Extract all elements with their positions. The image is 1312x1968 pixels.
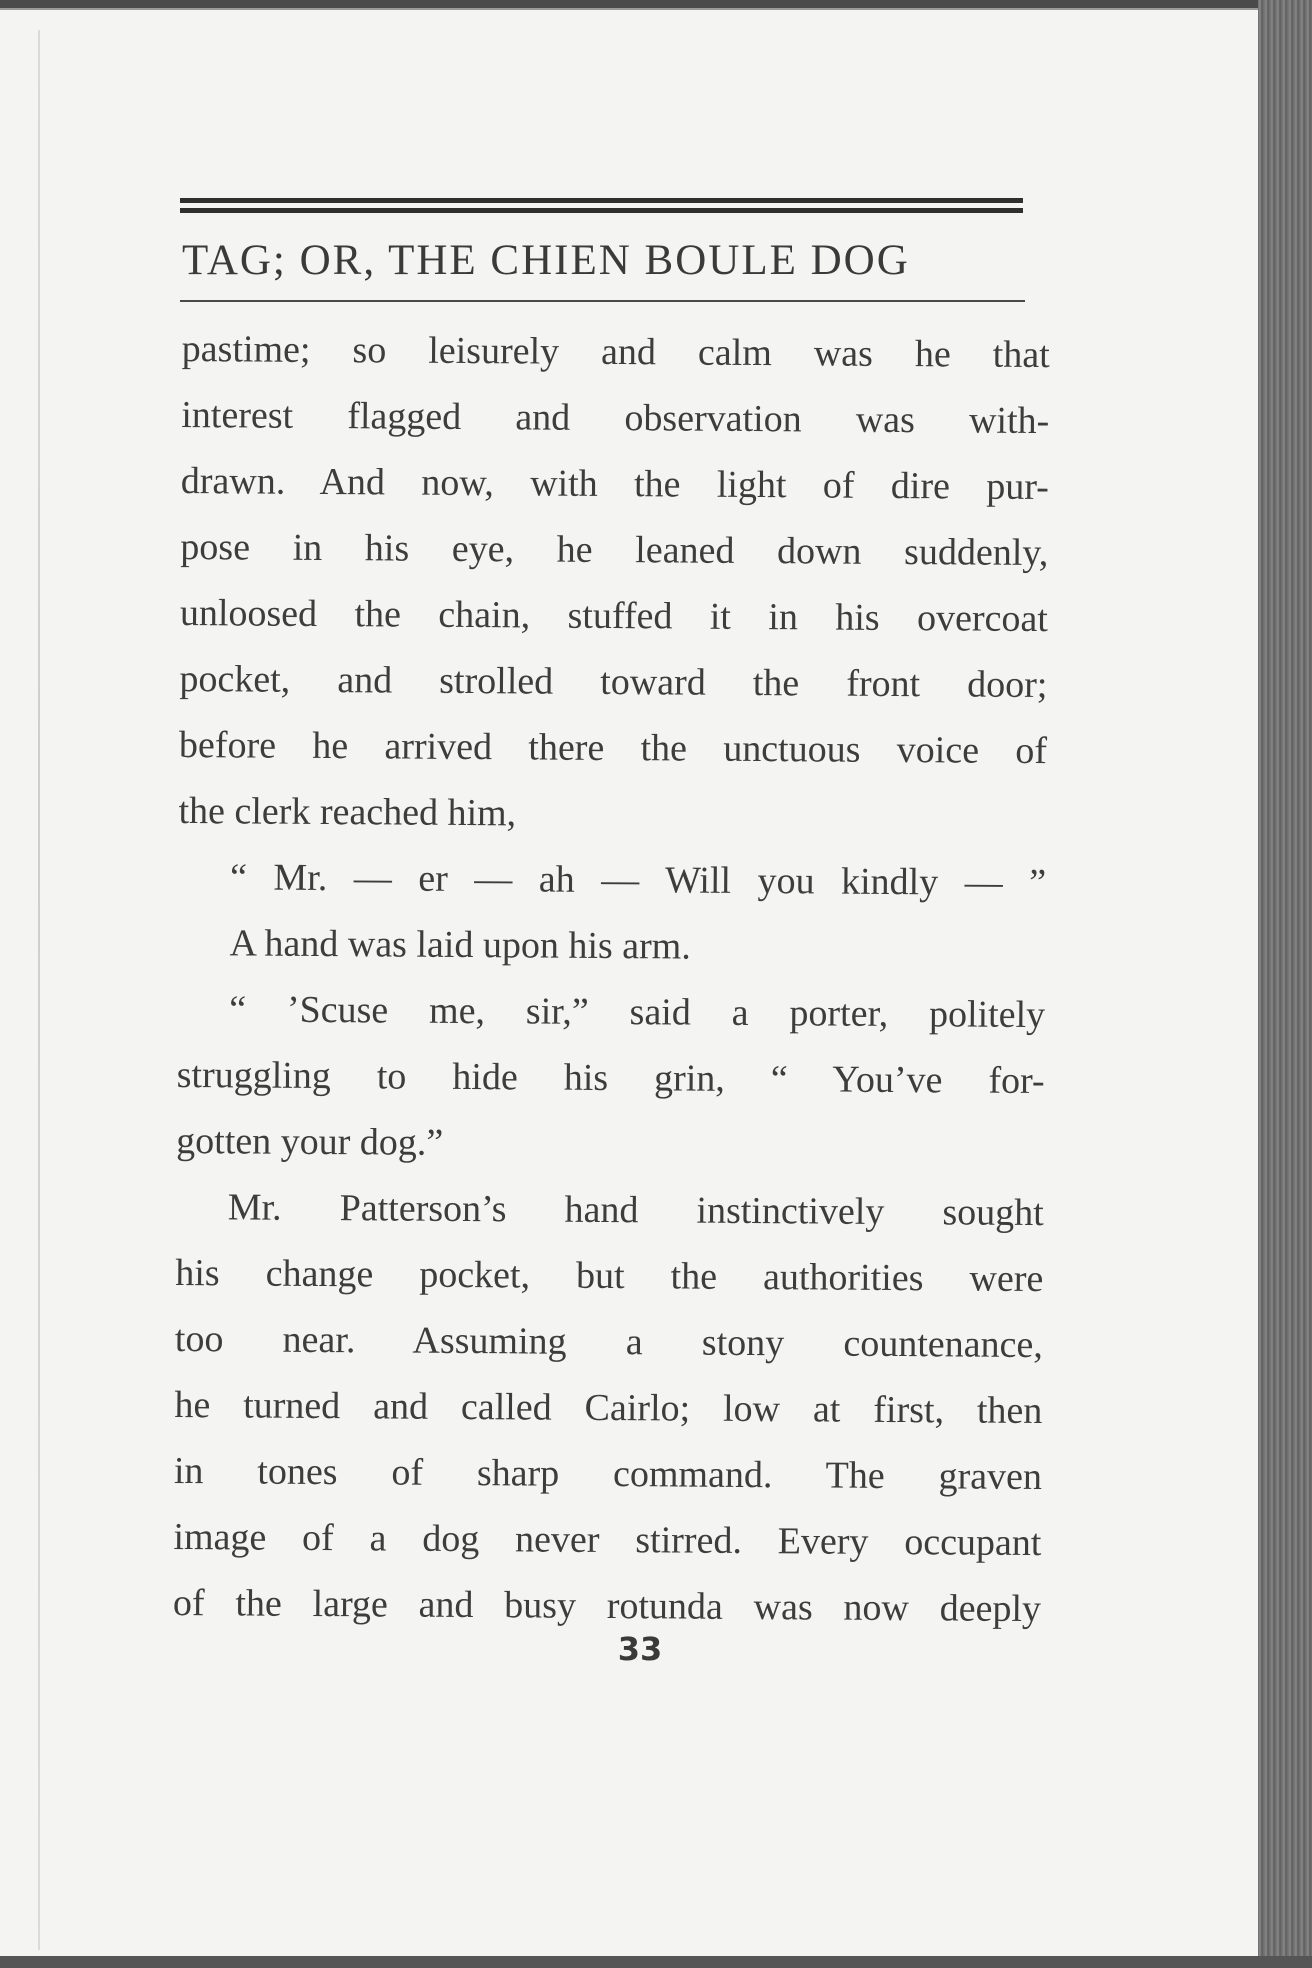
page-sheet xyxy=(0,8,1258,1958)
header-rule-top xyxy=(180,198,1023,203)
header-double-rule xyxy=(180,198,1023,218)
text-line: in tones of sharp command. The graven xyxy=(173,1449,1043,1499)
header-rule-bottom xyxy=(180,208,1023,213)
text-line: image of a dog never stirred. Every occupant xyxy=(173,1515,1042,1565)
text-line: his change pocket, but the authorities were xyxy=(175,1251,1044,1301)
text-line: he turned and called Cairlo; low at first, then xyxy=(174,1383,1043,1433)
text-line: “ Mr. — er — ah — Will you kindly — ” xyxy=(229,856,1047,905)
text-line: unloosed the chain, stuffed it in his overcoat xyxy=(179,591,1049,641)
running-head-underline xyxy=(180,300,1025,302)
gutter-shadow xyxy=(38,30,40,1950)
text-line: A hand was laid upon his arm. xyxy=(229,922,691,968)
text-line: pocket, and strolled toward the front door; xyxy=(179,657,1048,707)
book-cover-edge xyxy=(0,1956,1312,1968)
body-text xyxy=(173,316,1050,1642)
text-line: Mr. Patterson’s hand instinctively sought xyxy=(227,1186,1044,1235)
text-line: “ ’Scuse me, sir,” said a porter, politely xyxy=(229,988,1046,1037)
text-line: the clerk reached him, xyxy=(178,789,517,835)
text-line: of the large and busy rotunda was now deeply xyxy=(172,1581,1042,1631)
text-line: drawn. And now, with the light of dire pur- xyxy=(180,459,1049,509)
book-page-edges xyxy=(1258,0,1312,1968)
page-number: 33 xyxy=(617,1630,663,1668)
text-line: pose in his eye, he leaned down suddenly, xyxy=(180,525,1049,575)
running-head: TAG; OR, THE CHIEN BOULE DOG xyxy=(182,237,910,284)
text-line: struggling to hide his grin, “ You’ve for- xyxy=(176,1053,1045,1103)
text-line: interest flagged and observation was with- xyxy=(181,393,1050,443)
text-line: gotten your dog.” xyxy=(176,1119,444,1164)
text-line: pastime; so leisurely and calm was he that xyxy=(181,327,1050,377)
text-line: too near. Assuming a stony countenance, xyxy=(174,1317,1043,1367)
text-line: before he arrived there the unctuous voice of xyxy=(178,723,1048,773)
